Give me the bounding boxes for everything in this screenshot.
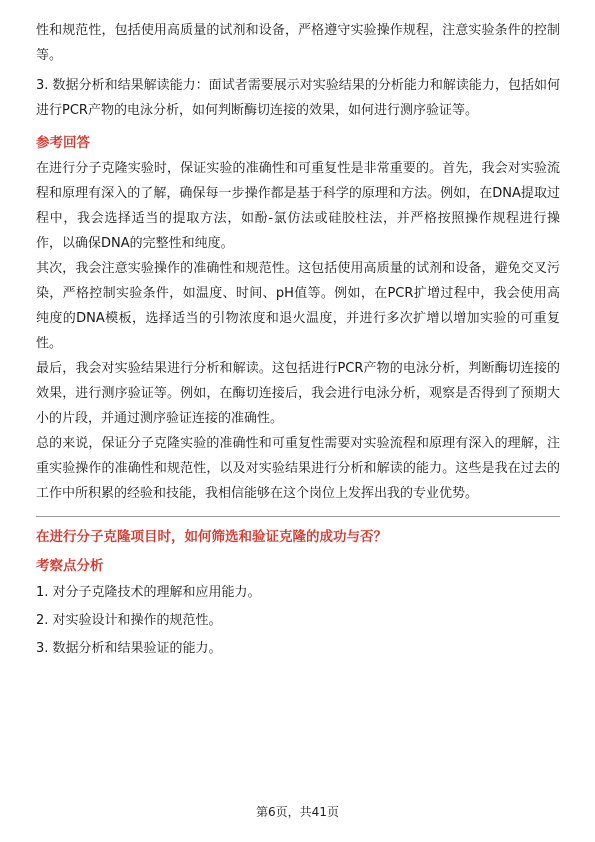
answer-paragraph-4: 总的来说，保证分子克隆实验的准确性和可重复性需要对实验流程和原理有深入的理解，注重实验操作的准确性和规范性，以及对实验结果进行分析和解读的能力。这些是我在过去的工作中所积累的经验和技能，我相信能够在这个岗位上发挥出我的专业优势。	[36, 436, 560, 501]
next-question-section	[36, 525, 560, 663]
continued-paragraph: 性和规范性，包括使用高质量的试剂和设备，严格遵守实验操作规程，注意实验条件的控制等。	[36, 23, 560, 63]
analysis-point-3: 3. 数据分析和结果验证的能力。	[36, 641, 222, 656]
answer-paragraph-1: 在进行分子克隆实验时，保证实验的准确性和可重复性是非常重要的。首先，我会对实验流程和原理有深入的了解，确保每一步操作都是基于科学的原理和方法。例如，在DNA提取过程中，我会选择适当的提取方法，如酚-氯仿法或硅胶柱法，并严格按照操作规程进行操作，以确保DNA的完整性和纯度。	[36, 161, 560, 251]
question-title: 在进行分子克隆项目时，如何筛选和验证克隆的成功与否？	[36, 529, 387, 545]
evaluation-point-3: 3. 数据分析和结果解读能力：面试者需要展示对实验结果的分析能力和解读能力，包括如何进行PCR产物的电泳分析，如何判断酶切连接的效果，如何进行测序验证等。	[36, 78, 560, 118]
reference-answer-heading: 参考回答	[36, 135, 90, 151]
section-divider	[36, 516, 560, 517]
analysis-heading: 考察点分析	[36, 558, 104, 574]
answer-paragraph-2: 其次，我会注意实验操作的准确性和规范性。这包括使用高质量的试剂和设备，避免交叉污染，严格控制实验条件，如温度、时间、pH值等。例如，在PCR扩增过程中，我会使用高纯度的DNA模板，选择适当的引物浓度和退火温度，并进行多次扩增以增加实验的可重复性。	[36, 261, 560, 351]
answer-paragraph-3: 最后，我会对实验结果进行分析和解读。这包括进行PCR产物的电泳分析，判断酶切连接的效果，进行测序验证等。例如，在酶切连接后，我会进行电泳分析，观察是否得到了预期大小的片段，并通过测序验证连接的准确性。	[36, 361, 560, 426]
analysis-point-1: 1. 对分子克隆技术的理解和应用能力。	[36, 585, 261, 600]
page-number-footer: 第6页，共41页	[256, 805, 339, 819]
reference-answer-section	[36, 131, 560, 506]
page-content	[36, 18, 560, 663]
analysis-point-2: 2. 对实验设计和操作的规范性。	[36, 613, 222, 628]
